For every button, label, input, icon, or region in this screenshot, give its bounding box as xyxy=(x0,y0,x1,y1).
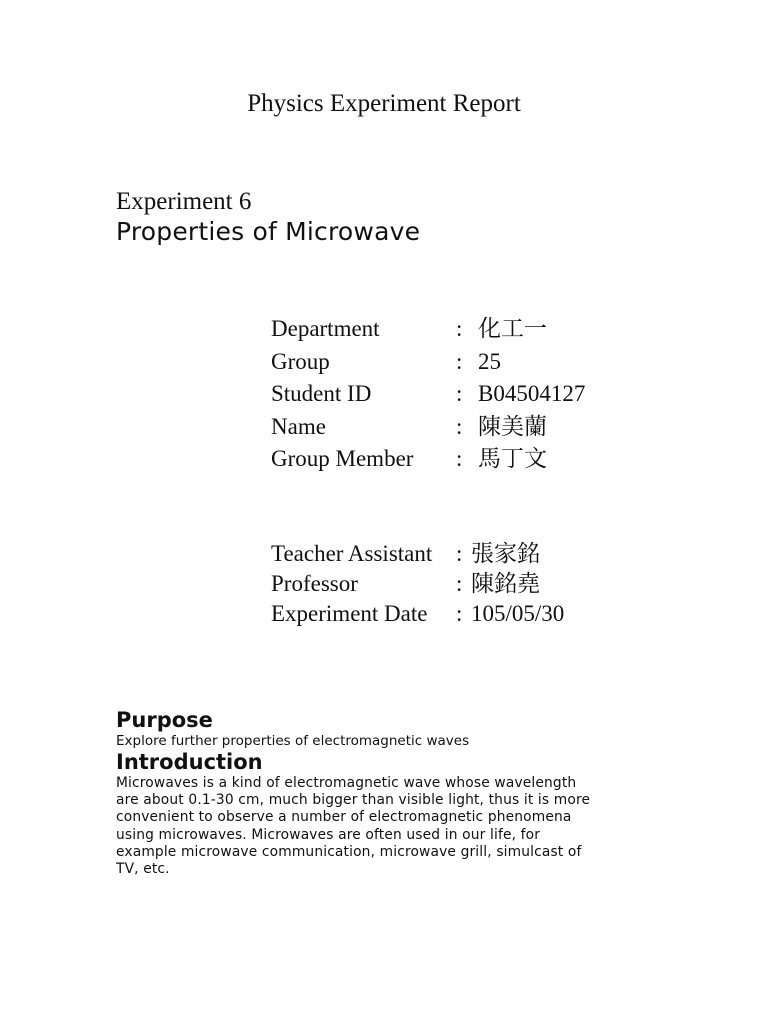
info-label: Teacher Assistant xyxy=(271,541,433,566)
info-label: Student ID xyxy=(271,381,372,406)
info-colon: : xyxy=(456,413,463,439)
introduction-line: using microwaves. Microwaves are often used in our life, for xyxy=(116,826,541,843)
info-label: Group xyxy=(271,348,330,374)
info-value: B04504127 xyxy=(478,381,586,406)
info-colon: : xyxy=(456,381,463,406)
info-value: 馬丁文 xyxy=(478,446,547,471)
info-value: 25 xyxy=(478,348,501,374)
info-label: Name xyxy=(271,413,326,439)
info-colon: : xyxy=(456,348,463,374)
info-label: Professor xyxy=(271,571,358,596)
info-colon: : xyxy=(456,446,463,471)
info-colon: : xyxy=(456,541,463,566)
introduction-line: convenient to observe a number of electromagnetic phenomena xyxy=(116,809,572,826)
info-value: 陳美蘭 xyxy=(478,413,547,439)
info-label: Department xyxy=(271,316,380,341)
info-label: Group Member xyxy=(271,446,414,471)
introduction-text xyxy=(116,775,646,878)
introduction-heading: Introduction xyxy=(116,750,263,774)
introduction-line: example microwave communication, microwave grill, simulcast of xyxy=(116,843,582,860)
purpose-text: Explore further properties of electromagnetic waves xyxy=(116,733,470,749)
introduction-line: Microwaves is a kind of electromagnetic wave whose wavelength xyxy=(116,775,577,791)
purpose-heading: Purpose xyxy=(116,708,213,732)
info-value: 陳銘堯 xyxy=(471,571,540,596)
info-value: 化工一 xyxy=(478,316,547,341)
experiment-topic: Properties of Microwave xyxy=(116,217,421,246)
introduction-line: are about 0.1-30 cm, much bigger than visible light, thus it is more xyxy=(116,792,591,809)
info-colon: : xyxy=(456,316,463,341)
info-label: Experiment Date xyxy=(271,601,428,626)
info-value: 105/05/30 xyxy=(471,601,565,626)
info-colon: : xyxy=(456,571,463,596)
introduction-line: TV, etc. xyxy=(116,861,170,878)
info-value: 張家銘 xyxy=(471,541,540,566)
report-title: Physics Experiment Report xyxy=(247,90,521,117)
info-colon: : xyxy=(456,601,463,626)
experiment-number: Experiment 6 xyxy=(116,188,252,215)
